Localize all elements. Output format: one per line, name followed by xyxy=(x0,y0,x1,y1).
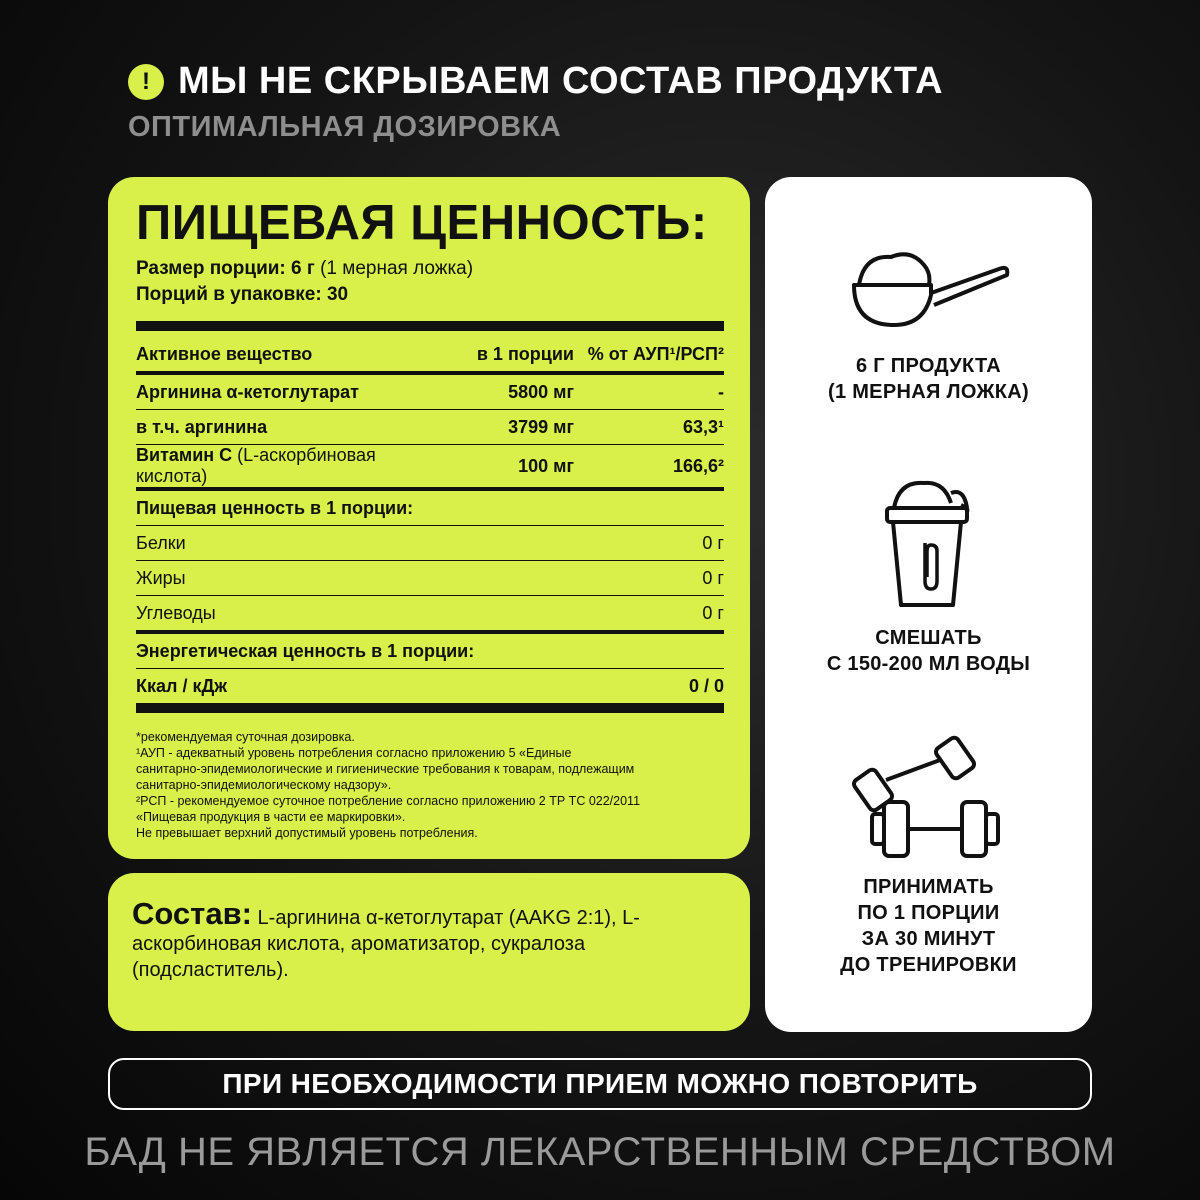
step-take-line3: ЗА 30 МИНУТ xyxy=(861,928,996,950)
substance-name: Витамин С xyxy=(136,445,233,465)
scoop-icon xyxy=(839,235,1019,335)
step-dose-line1: 6 Г ПРОДУКТА xyxy=(856,355,1001,377)
section-header-row xyxy=(136,491,724,525)
nutrients-table xyxy=(136,526,724,560)
step-mix xyxy=(765,473,1092,677)
nutrient-name: Жиры xyxy=(136,567,186,588)
table-row xyxy=(136,596,724,630)
active-substances-table xyxy=(136,445,724,487)
substance-percent: 63,3¹ xyxy=(682,416,724,437)
nutrient-name: Углеводы xyxy=(136,602,216,623)
step-take-line2: ПО 1 ПОРЦИИ xyxy=(857,902,1000,924)
table-row xyxy=(136,410,724,444)
nutrition-panel xyxy=(108,177,750,859)
table-row xyxy=(136,526,724,560)
energy-header: Энергетическая ценность в 1 порции: xyxy=(136,640,475,661)
divider xyxy=(136,321,724,331)
substance-percent: 166,6² xyxy=(672,455,724,476)
page-subtitle: ОПТИМАЛЬНАЯ ДОЗИРОВКА xyxy=(128,111,562,143)
substance-cell xyxy=(136,445,384,487)
column-header: в 1 порции xyxy=(476,343,574,364)
table-row xyxy=(136,669,724,703)
substance-percent: - xyxy=(718,381,724,402)
composition-panel xyxy=(108,873,750,1031)
footnote-line: санитарно-эпидемиологические и гигиенические требования к товарам, подлежащим xyxy=(136,762,635,776)
nutrients-table xyxy=(136,561,724,595)
active-substances-table xyxy=(136,375,724,409)
footnote-line: Не превышает верхний допустимый уровень потребления. xyxy=(136,826,478,840)
shaker-icon xyxy=(869,473,989,613)
footnote-line: *рекомендуемая суточная дозировка. xyxy=(136,730,355,744)
usage-guide-panel xyxy=(765,177,1092,1032)
repeat-note: ПРИ НЕОБХОДИМОСТИ ПРИЕМ МОЖНО ПОВТОРИТЬ xyxy=(108,1058,1092,1110)
nutrients-table xyxy=(136,596,724,630)
table-header-row xyxy=(136,337,724,371)
substance-name: Аргинина α-кетоглутарат xyxy=(136,381,359,402)
header xyxy=(128,60,943,144)
exclamation-icon: ! xyxy=(128,64,164,100)
section-header-row xyxy=(136,634,724,668)
disclaimer: БАД НЕ ЯВЛЯЕТСЯ ЛЕКАРСТВЕННЫМ СРЕДСТВОМ xyxy=(84,1130,1116,1174)
page-title: МЫ НЕ СКРЫВАЕМ СОСТАВ ПРОДУКТА xyxy=(178,60,944,102)
table-row xyxy=(136,375,724,409)
energy-table xyxy=(136,669,724,703)
footnote-line: «Пищевая продукция в части ее маркировки». xyxy=(136,810,406,824)
nutrient-value: 0 г xyxy=(702,532,724,553)
substance-name: в т.ч. аргинина xyxy=(136,416,268,437)
column-header: % от АУП¹/РСП² xyxy=(587,343,724,364)
column-header: Активное вещество xyxy=(136,343,313,364)
divider xyxy=(136,703,724,713)
serving-size-label: Размер порции: 6 г xyxy=(136,258,315,279)
substance-amount: 5800 мг xyxy=(508,381,574,402)
table-row xyxy=(136,561,724,595)
nutrition-table xyxy=(136,337,724,371)
step-mix-line2: С 150-200 МЛ ВОДЫ xyxy=(826,653,1031,675)
dumbbells-icon xyxy=(844,732,1014,862)
nutrient-value: 0 г xyxy=(702,602,724,623)
composition-text: L-аргинина α-кетоглутарат (AAKG 2:1), L-аскорбиновая кислота, ароматизатор, сукралоза (подсластитель). xyxy=(132,907,640,981)
footnote-line: ¹АУП - адекватный уровень потребления согласно приложению 5 «Единые xyxy=(136,746,572,760)
footnote-line: санитарно-эпидемиологическому надзору». xyxy=(136,778,392,792)
header-row xyxy=(128,60,943,103)
nutrient-name: Белки xyxy=(136,532,186,553)
energy-table xyxy=(136,634,724,668)
composition-label: Состав: xyxy=(132,896,252,931)
serving-size xyxy=(136,258,724,280)
step-dose xyxy=(765,235,1092,405)
step-take-line1: ПРИНИМАТЬ xyxy=(863,876,994,898)
substance-amount: 100 мг xyxy=(518,455,574,476)
step-take-line4: ДО ТРЕНИРОВКИ xyxy=(840,954,1017,976)
nutrients-header: Пищевая ценность в 1 порции: xyxy=(136,497,414,518)
servings-per-pack: Порций в упаковке: 30 xyxy=(136,284,349,305)
nutrient-value: 0 г xyxy=(702,567,724,588)
energy-value: 0 / 0 xyxy=(688,675,724,696)
nutrients-table xyxy=(136,491,724,525)
footnotes xyxy=(136,729,724,841)
step-mix-line1: СМЕШАТЬ xyxy=(875,627,982,649)
step-dose-line2: (1 МЕРНАЯ ЛОЖКА) xyxy=(827,381,1029,403)
substance-note: (L-аскорбиновая кислота) xyxy=(136,445,376,486)
footnote-line: ²РСП - рекомендуемое суточное потребление согласно приложению 2 ТР ТС 022/2011 xyxy=(136,794,641,808)
serving-size-note: (1 мерная ложка) xyxy=(320,258,474,279)
nutrition-title: ПИЩЕВАЯ ЦЕННОСТЬ: xyxy=(136,196,708,250)
substance-amount: 3799 мг xyxy=(508,416,574,437)
step-take xyxy=(765,732,1092,978)
active-substances-table xyxy=(136,410,724,444)
table-row xyxy=(136,445,724,487)
energy-name: Ккал / кДж xyxy=(136,675,228,696)
